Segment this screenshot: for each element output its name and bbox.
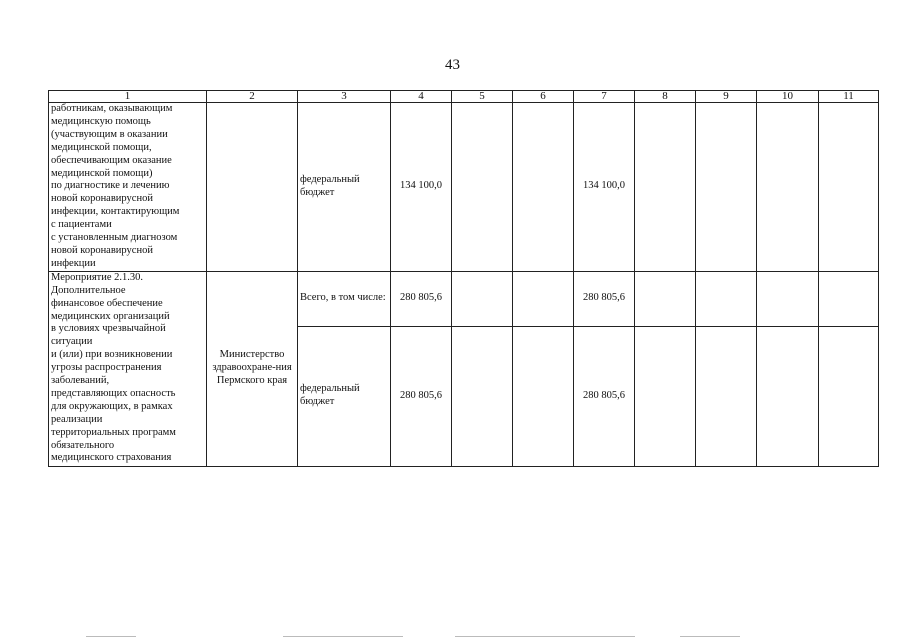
funding-source-cell: федеральный бюджет bbox=[298, 103, 391, 272]
column-header: 9 bbox=[696, 91, 757, 103]
value-cell-11 bbox=[819, 271, 879, 326]
scan-artifact-line bbox=[283, 636, 403, 637]
scan-artifact-line bbox=[680, 636, 740, 637]
value-cell-11 bbox=[819, 103, 879, 272]
value-cell-7: 134 100,0 bbox=[574, 103, 635, 272]
value-cell-5 bbox=[452, 271, 513, 326]
value-cell-7: 280 805,6 bbox=[574, 326, 635, 466]
column-header: 4 bbox=[391, 91, 452, 103]
value-cell-7: 280 805,6 bbox=[574, 271, 635, 326]
budget-table bbox=[48, 90, 879, 467]
value-cell-6 bbox=[513, 326, 574, 466]
column-header: 10 bbox=[757, 91, 819, 103]
executor-cell bbox=[207, 103, 298, 272]
scan-artifact-line bbox=[86, 636, 136, 637]
column-header: 8 bbox=[635, 91, 696, 103]
column-header: 7 bbox=[574, 91, 635, 103]
value-cell-10 bbox=[757, 271, 819, 326]
column-header: 11 bbox=[819, 91, 879, 103]
value-cell-8 bbox=[635, 103, 696, 272]
value-cell-9 bbox=[696, 271, 757, 326]
executor-cell: Министерство здравоохране-ния Пермского края bbox=[207, 271, 298, 466]
value-cell-11 bbox=[819, 326, 879, 466]
column-header: 3 bbox=[298, 91, 391, 103]
value-cell-10 bbox=[757, 326, 819, 466]
value-cell-9 bbox=[696, 103, 757, 272]
value-cell-8 bbox=[635, 326, 696, 466]
value-cell-9 bbox=[696, 326, 757, 466]
value-cell-6 bbox=[513, 271, 574, 326]
value-cell-4: 134 100,0 bbox=[391, 103, 452, 272]
value-cell-8 bbox=[635, 271, 696, 326]
value-cell-5 bbox=[452, 103, 513, 272]
column-header: 1 bbox=[49, 91, 207, 103]
table-header-row bbox=[49, 91, 879, 103]
measure-name-cell: Мероприятие 2.1.30. Дополнительное финансовое обеспечение медицинских организаций в условиях чрезвычайной ситуации и (или) при возникновении угрозы распространения заболеваний, представляющих опасность для окружающих, в рамках реализации территориальных программ обязательного медицинского страхования bbox=[49, 271, 207, 466]
funding-source-cell: Всего, в том числе: bbox=[298, 271, 391, 326]
measure-name-cell: работникам, оказывающим медицинскую помощь (участвующим в оказании медицинской помощи, обеспечивающим оказание медицинской помощи) по диагностике и лечению новой коронавирусной инфекции, контактирующим с пациентами с установленным диагнозом новой коронавирусной инфекции bbox=[49, 103, 207, 272]
scan-artifact-line bbox=[455, 636, 635, 637]
table-row bbox=[49, 103, 879, 272]
page-number: 43 bbox=[445, 57, 460, 73]
value-cell-10 bbox=[757, 103, 819, 272]
funding-source-cell: федеральный бюджет bbox=[298, 326, 391, 466]
value-cell-4: 280 805,6 bbox=[391, 271, 452, 326]
column-header: 6 bbox=[513, 91, 574, 103]
value-cell-6 bbox=[513, 103, 574, 272]
value-cell-5 bbox=[452, 326, 513, 466]
column-header: 2 bbox=[207, 91, 298, 103]
value-cell-4: 280 805,6 bbox=[391, 326, 452, 466]
column-header: 5 bbox=[452, 91, 513, 103]
table-row bbox=[49, 271, 879, 326]
